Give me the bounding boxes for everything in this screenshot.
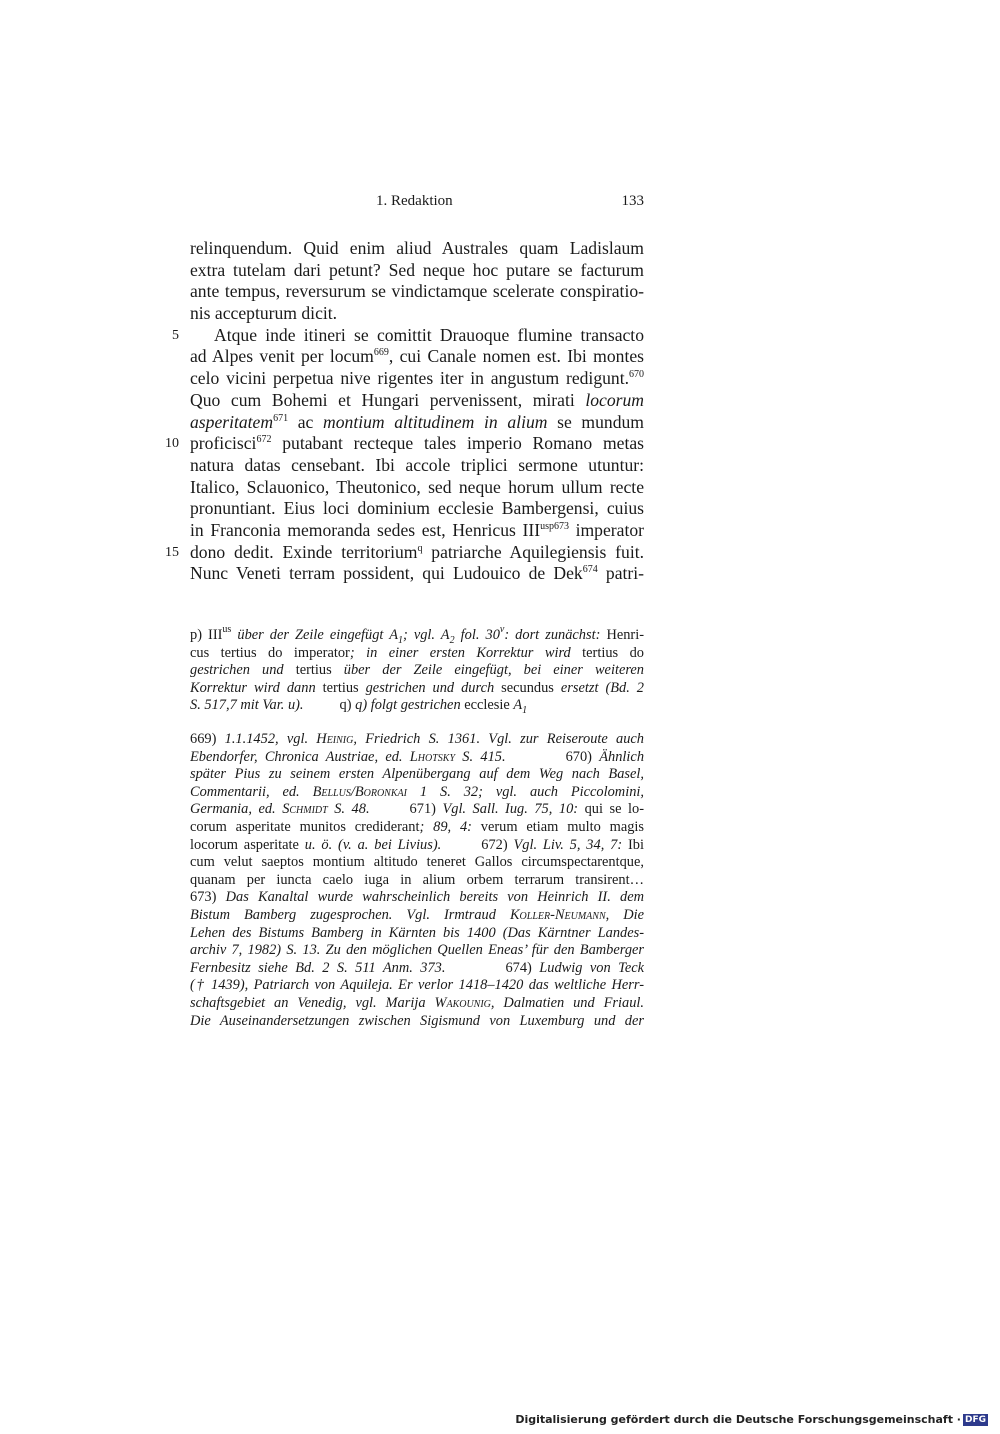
footnote-line: († 1439), Patriarch von Aquileja. Er verlor 1418–1420 das weltliche Herr-	[190, 977, 644, 994]
text-line: asperitatem$^{671}$ ac montium altitudinem in alium se mundum	[190, 411, 644, 432]
footnote-line: Ebendorfer, Chronica Austriae, ed. Lhotsky S. 415. 670) Ähnlich	[190, 748, 644, 765]
text-line: ante tempus, reversurum se vindictamque scelerate conspiratio-	[190, 281, 644, 302]
critical-apparatus	[190, 627, 644, 715]
footnotes	[190, 731, 644, 1030]
text-line: ad Alpes venit per locum$^{669}$, cui Canale nomen est. Ibi montes	[190, 346, 644, 367]
footnote-ref: 672	[256, 434, 272, 446]
running-header	[190, 193, 644, 215]
text-line: natura datas censebant. Ibi accole triplici sermone utuntur:	[190, 454, 644, 475]
apparatus-line: gestrichen und tertius über der Zeile eingefügt, bei einer weiteren	[190, 662, 644, 679]
footnote-ref: 674	[582, 564, 598, 576]
running-title: 1. Redaktion	[376, 193, 453, 209]
footnote-line: 669) 1.1.1452, vgl. Heinig, Friedrich S. 1361. Vgl. zur Reiseroute auch	[190, 731, 644, 747]
text-line: extra tutelam dari petunt? Sed neque hoc putare se facturum	[190, 259, 644, 280]
apparatus-line: Korrektur wird dann tertius gestrichen und durch secundus ersetzt (Bd. 2	[190, 679, 644, 696]
apparatus-line: cus tertius do imperator; in einer ersten Korrektur wird tertius do	[190, 644, 644, 661]
text-line: pronuntiant. Eius loci dominium ecclesie Bambergensi, cuius	[190, 498, 644, 519]
dfg-logo-icon: DFG	[964, 1415, 986, 1425]
text-line: Italico, Sclauonico, Theutonico, sed neque horum ullum recte	[190, 476, 644, 497]
footnote-line: quanam per iuncta caelo iuga in alium orbem terrarum transirent…	[190, 871, 644, 888]
text-line: dono dedit. Exinde territorium$^q$ patriarche Aquilegiensis fuit.	[190, 541, 644, 562]
apparatus-ref: p	[548, 520, 554, 532]
line-number-10: 10	[165, 436, 179, 451]
footnote-ref: 671	[273, 412, 289, 424]
footnote-line: archiv 7, 1982) S. 13. Zu den möglichen Quellen Eneas’ für den Bamberger	[190, 942, 644, 959]
text-line: Nunc Veneti terram possident, qui Ludouico de Dek$^{674}$ patri-	[190, 563, 644, 584]
footnote-line: 673) Das Kanaltal wurde wahrscheinlich bereits von Heinrich II. dem	[190, 889, 644, 906]
text-line: nis accepturum dicit.	[190, 303, 338, 324]
footnote-line: Lehen des Bistums Bamberg in Kärnten bis 1400 (Das Kärntner Landes-	[190, 924, 644, 941]
footnote-ref: 670	[629, 369, 644, 381]
text-line: celo vicini perpetua nive rigentes iter in angustum redigunt.$^{670}$	[190, 368, 644, 389]
footnote-line: corum asperitate munitos crediderant; 89, 4: verum etiam multo magis	[190, 818, 644, 835]
text-line: in Franconia memoranda sedes est, Henricus $III^{usp673}$ imperator	[190, 519, 644, 540]
footnote-line: cum velut saeptos montium altitudo teneret Gallos circumspectarentque,	[190, 854, 644, 871]
footnote-line: Bistum Bamberg zugesprochen. Vgl. Irmtraud Koller-Neumann, Die	[190, 906, 644, 923]
footnote-line: später Pius zu seinem ersten Alpenübergang auf dem Weg nach Basel,	[190, 766, 644, 783]
footnote-line: schaftsgebiet an Venedig, vgl. Marija Wakounig, Dalmatien und Friaul.	[190, 994, 644, 1011]
footnote-line: Die Auseinandersetzungen zwischen Sigismund von Luxemburg und der	[190, 1012, 644, 1029]
text-line: Quo cum Bohemi et Hungari pervenissent, mirati locorum	[190, 389, 644, 410]
line-number-15: 15	[165, 545, 179, 560]
footnote-line: Fernbesitz siehe Bd. 2 S. 511 Anm. 373. 674) Ludwig von Teck	[190, 959, 644, 976]
footnote-line: Germania, ed. Schmidt S. 48. 671) Vgl. Sall. Iug. 75, 10: qui se lo-	[190, 801, 644, 818]
apparatus-line: p) $III^{us}$ über der Zeile eingefügt $A_1$; vgl. $A_2$ fol. 30$^v$: dort zunächst: Henri-	[190, 627, 644, 645]
main-text	[190, 238, 644, 585]
footnote-line: locorum asperitate u. ö. (v. a. bei Livius). 672) Vgl. Liv. 5, 34, 7: Ibi	[190, 836, 644, 853]
page-number: 133	[621, 193, 644, 209]
footnote-ref: 673	[553, 520, 569, 532]
footnote-ref: 669	[373, 347, 389, 359]
text-line: Atque inde itineri se comittit Drauoque flumine transacto	[214, 324, 644, 345]
dfg-credit: Digitalisierung gefördert durch die Deutsche Forschungsgemeinschaft · DFG	[515, 1413, 986, 1426]
text-line: relinquendum. Quid enim aliud Australes quam Ladislaum	[190, 238, 644, 258]
text-line: proficisci$^{672}$ putabant recteque tales imperio Romano metas	[190, 433, 644, 454]
apparatus-line: S. 517,7 mit Var. u). q) q) folgt gestrichen ecclesie $A_1$	[190, 697, 528, 715]
footnote-line: Commentarii, ed. Bellus/Boronkai 1 S. 32; vgl. auch Piccolomini,	[190, 783, 644, 800]
apparatus-ref: q	[417, 542, 423, 554]
line-number-5: 5	[172, 328, 179, 343]
